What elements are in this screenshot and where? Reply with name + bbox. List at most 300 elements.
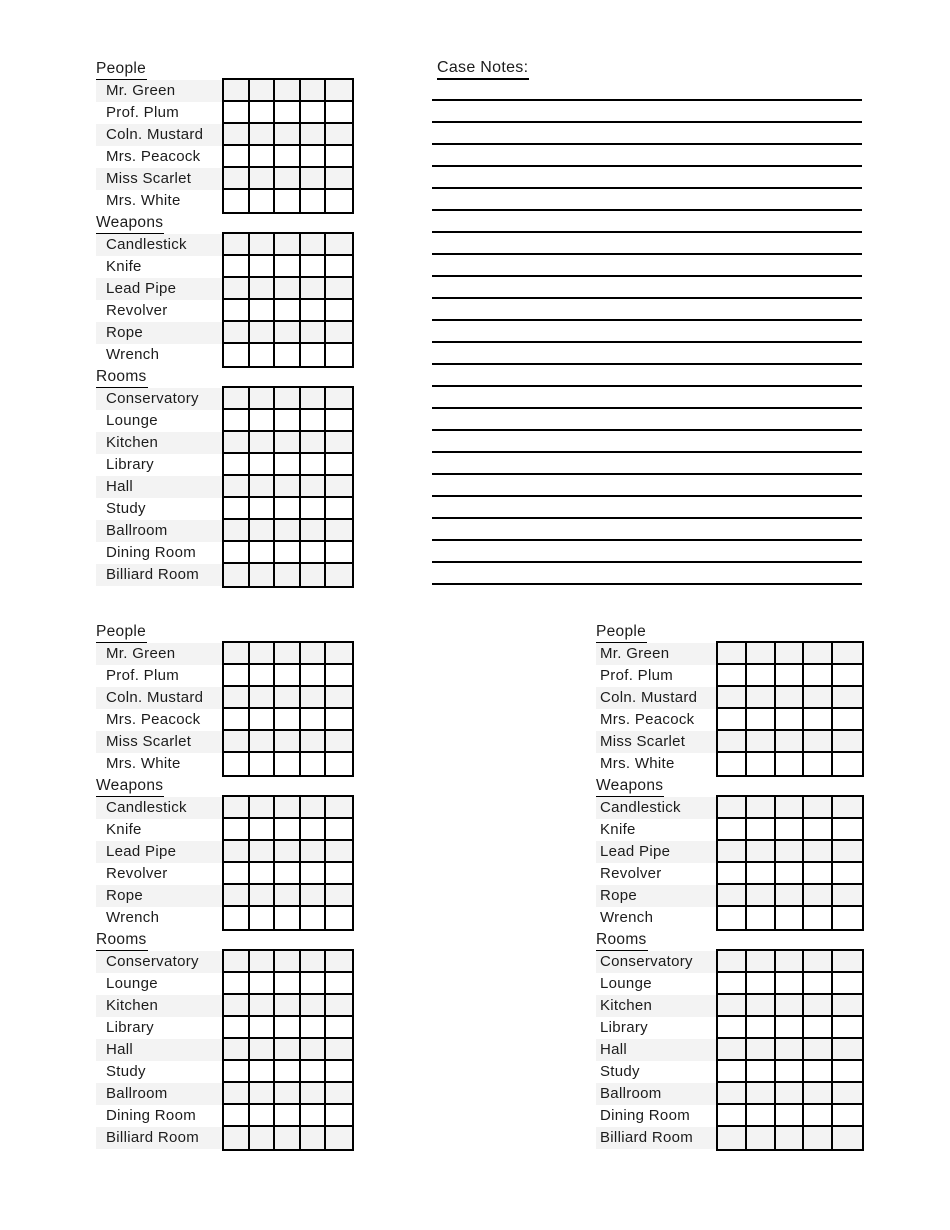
checkbox-cell[interactable] [224,731,250,753]
checkbox-cell[interactable] [326,1039,352,1061]
checkbox-cell[interactable] [250,797,276,819]
checkbox-cell[interactable] [776,1039,805,1061]
checkbox-cell[interactable] [804,973,833,995]
checkbox-cell[interactable] [326,687,352,709]
checkbox-cell[interactable] [250,520,276,542]
checkbox-cell[interactable] [833,687,862,709]
checkbox-cell[interactable] [250,344,276,366]
checkbox-cell[interactable] [804,841,833,863]
checkbox-cell[interactable] [250,863,276,885]
checkbox-cell[interactable] [275,168,301,190]
checkbox-cell[interactable] [747,951,776,973]
checkbox-cell[interactable] [301,863,327,885]
checkbox-cell[interactable] [224,520,250,542]
checkbox-cell[interactable] [250,885,276,907]
checkbox-cell[interactable] [250,256,276,278]
checkbox-cell[interactable] [275,665,301,687]
checkbox-cell[interactable] [718,1061,747,1083]
checkbox-cell[interactable] [301,278,327,300]
checkbox-cell[interactable] [275,841,301,863]
checkbox-cell[interactable] [326,643,352,665]
checkbox-cell[interactable] [224,278,250,300]
checkbox-cell[interactable] [275,388,301,410]
checkbox-cell[interactable] [275,300,301,322]
checkbox-cell[interactable] [718,841,747,863]
checkbox-cell[interactable] [250,1083,276,1105]
checkbox-cell[interactable] [275,797,301,819]
checkbox-cell[interactable] [275,322,301,344]
checkbox-cell[interactable] [250,454,276,476]
checkbox-cell[interactable] [250,476,276,498]
checkbox-cell[interactable] [275,1061,301,1083]
checkbox-cell[interactable] [804,1127,833,1149]
checkbox-cell[interactable] [804,819,833,841]
checkbox-cell[interactable] [301,797,327,819]
checkbox-cell[interactable] [250,102,276,124]
checkbox-cell[interactable] [747,1017,776,1039]
checkbox-cell[interactable] [747,1127,776,1149]
checkbox-cell[interactable] [718,665,747,687]
checkbox-cell[interactable] [224,124,250,146]
checkbox-cell[interactable] [326,234,352,256]
checkbox-cell[interactable] [776,643,805,665]
checkbox-cell[interactable] [326,278,352,300]
checkbox-cell[interactable] [747,709,776,731]
checkbox-cell[interactable] [275,564,301,586]
checkbox-cell[interactable] [747,665,776,687]
checkbox-cell[interactable] [301,256,327,278]
checkbox-cell[interactable] [718,1083,747,1105]
checkbox-cell[interactable] [326,1083,352,1105]
checkbox-cell[interactable] [326,80,352,102]
checkbox-cell[interactable] [224,797,250,819]
checkbox-cell[interactable] [833,819,862,841]
checkbox-cell[interactable] [747,643,776,665]
checkbox-cell[interactable] [224,951,250,973]
checkbox-cell[interactable] [804,797,833,819]
checkbox-cell[interactable] [326,542,352,564]
checkbox-cell[interactable] [833,797,862,819]
checkbox-cell[interactable] [275,753,301,775]
checkbox-cell[interactable] [326,256,352,278]
checkbox-cell[interactable] [718,687,747,709]
checkbox-cell[interactable] [804,1017,833,1039]
checkbox-cell[interactable] [301,995,327,1017]
checkbox-cell[interactable] [833,731,862,753]
checkbox-cell[interactable] [224,907,250,929]
checkbox-cell[interactable] [250,322,276,344]
checkbox-cell[interactable] [301,344,327,366]
checkbox-cell[interactable] [275,907,301,929]
checkbox-cell[interactable] [301,190,327,212]
checkbox-cell[interactable] [250,234,276,256]
checkbox-cell[interactable] [326,1105,352,1127]
checkbox-cell[interactable] [301,410,327,432]
checkbox-cell[interactable] [326,731,352,753]
checkbox-cell[interactable] [275,1127,301,1149]
checkbox-cell[interactable] [718,1105,747,1127]
checkbox-cell[interactable] [301,753,327,775]
checkbox-cell[interactable] [776,797,805,819]
checkbox-cell[interactable] [776,731,805,753]
checkbox-cell[interactable] [301,454,327,476]
checkbox-cell[interactable] [301,146,327,168]
checkbox-cell[interactable] [224,498,250,520]
checkbox-cell[interactable] [275,731,301,753]
checkbox-cell[interactable] [275,432,301,454]
checkbox-cell[interactable] [804,687,833,709]
checkbox-cell[interactable] [776,819,805,841]
checkbox-cell[interactable] [718,797,747,819]
checkbox-cell[interactable] [301,1083,327,1105]
checkbox-cell[interactable] [250,124,276,146]
checkbox-cell[interactable] [776,907,805,929]
checkbox-cell[interactable] [250,731,276,753]
checkbox-cell[interactable] [224,885,250,907]
checkbox-cell[interactable] [776,973,805,995]
checkbox-cell[interactable] [301,1039,327,1061]
checkbox-cell[interactable] [301,841,327,863]
checkbox-cell[interactable] [250,300,276,322]
checkbox-cell[interactable] [250,687,276,709]
checkbox-cell[interactable] [301,819,327,841]
checkbox-cell[interactable] [275,124,301,146]
checkbox-cell[interactable] [224,564,250,586]
checkbox-cell[interactable] [275,819,301,841]
checkbox-cell[interactable] [326,709,352,731]
checkbox-cell[interactable] [326,1127,352,1149]
checkbox-cell[interactable] [275,190,301,212]
checkbox-cell[interactable] [275,80,301,102]
checkbox-cell[interactable] [301,1105,327,1127]
checkbox-cell[interactable] [301,388,327,410]
checkbox-cell[interactable] [804,1039,833,1061]
checkbox-cell[interactable] [747,907,776,929]
checkbox-cell[interactable] [776,951,805,973]
checkbox-cell[interactable] [718,1127,747,1149]
checkbox-cell[interactable] [275,234,301,256]
checkbox-cell[interactable] [275,995,301,1017]
checkbox-cell[interactable] [804,753,833,775]
checkbox-cell[interactable] [833,995,862,1017]
checkbox-cell[interactable] [747,731,776,753]
checkbox-cell[interactable] [301,124,327,146]
checkbox-cell[interactable] [250,1017,276,1039]
checkbox-cell[interactable] [326,885,352,907]
checkbox-cell[interactable] [301,1061,327,1083]
checkbox-cell[interactable] [301,564,327,586]
checkbox-cell[interactable] [301,432,327,454]
checkbox-cell[interactable] [747,1105,776,1127]
checkbox-cell[interactable] [224,454,250,476]
checkbox-cell[interactable] [275,520,301,542]
checkbox-cell[interactable] [224,1039,250,1061]
checkbox-cell[interactable] [776,709,805,731]
checkbox-cell[interactable] [301,665,327,687]
checkbox-cell[interactable] [250,753,276,775]
checkbox-cell[interactable] [275,709,301,731]
checkbox-cell[interactable] [224,1017,250,1039]
checkbox-cell[interactable] [326,1017,352,1039]
checkbox-cell[interactable] [301,498,327,520]
checkbox-cell[interactable] [224,234,250,256]
checkbox-cell[interactable] [326,388,352,410]
checkbox-cell[interactable] [250,410,276,432]
checkbox-cell[interactable] [326,1061,352,1083]
checkbox-cell[interactable] [718,885,747,907]
checkbox-cell[interactable] [326,190,352,212]
checkbox-cell[interactable] [250,973,276,995]
checkbox-cell[interactable] [275,1017,301,1039]
checkbox-cell[interactable] [275,885,301,907]
checkbox-cell[interactable] [250,1039,276,1061]
checkbox-cell[interactable] [301,885,327,907]
checkbox-cell[interactable] [747,687,776,709]
checkbox-cell[interactable] [301,80,327,102]
checkbox-cell[interactable] [776,687,805,709]
checkbox-cell[interactable] [804,951,833,973]
checkbox-cell[interactable] [224,709,250,731]
checkbox-cell[interactable] [301,907,327,929]
checkbox-cell[interactable] [326,102,352,124]
checkbox-cell[interactable] [224,995,250,1017]
checkbox-cell[interactable] [224,863,250,885]
checkbox-cell[interactable] [224,1083,250,1105]
checkbox-cell[interactable] [326,753,352,775]
checkbox-cell[interactable] [833,1127,862,1149]
checkbox-cell[interactable] [833,1039,862,1061]
checkbox-cell[interactable] [326,819,352,841]
checkbox-cell[interactable] [326,124,352,146]
checkbox-cell[interactable] [326,797,352,819]
checkbox-cell[interactable] [301,102,327,124]
checkbox-cell[interactable] [718,819,747,841]
checkbox-cell[interactable] [747,841,776,863]
checkbox-cell[interactable] [718,709,747,731]
checkbox-cell[interactable] [833,709,862,731]
checkbox-cell[interactable] [224,322,250,344]
checkbox-cell[interactable] [250,907,276,929]
checkbox-cell[interactable] [747,863,776,885]
checkbox-cell[interactable] [224,1127,250,1149]
checkbox-cell[interactable] [224,256,250,278]
checkbox-cell[interactable] [301,476,327,498]
checkbox-cell[interactable] [224,102,250,124]
checkbox-cell[interactable] [224,190,250,212]
checkbox-cell[interactable] [804,885,833,907]
checkbox-cell[interactable] [250,564,276,586]
checkbox-cell[interactable] [250,819,276,841]
checkbox-cell[interactable] [224,344,250,366]
checkbox-cell[interactable] [833,907,862,929]
checkbox-cell[interactable] [776,1127,805,1149]
checkbox-cell[interactable] [326,841,352,863]
checkbox-cell[interactable] [301,643,327,665]
checkbox-cell[interactable] [833,753,862,775]
checkbox-cell[interactable] [326,907,352,929]
checkbox-cell[interactable] [326,520,352,542]
checkbox-cell[interactable] [718,907,747,929]
checkbox-cell[interactable] [747,1039,776,1061]
checkbox-cell[interactable] [275,1039,301,1061]
checkbox-cell[interactable] [250,643,276,665]
checkbox-cell[interactable] [275,476,301,498]
checkbox-cell[interactable] [833,973,862,995]
checkbox-cell[interactable] [326,665,352,687]
checkbox-cell[interactable] [747,995,776,1017]
checkbox-cell[interactable] [250,168,276,190]
checkbox-cell[interactable] [224,300,250,322]
checkbox-cell[interactable] [224,146,250,168]
checkbox-cell[interactable] [804,1083,833,1105]
checkbox-cell[interactable] [275,542,301,564]
checkbox-cell[interactable] [250,1105,276,1127]
checkbox-cell[interactable] [301,687,327,709]
checkbox-cell[interactable] [776,1017,805,1039]
checkbox-cell[interactable] [250,995,276,1017]
checkbox-cell[interactable] [250,146,276,168]
checkbox-cell[interactable] [224,1105,250,1127]
checkbox-cell[interactable] [275,973,301,995]
checkbox-cell[interactable] [250,841,276,863]
checkbox-cell[interactable] [224,168,250,190]
checkbox-cell[interactable] [326,476,352,498]
checkbox-cell[interactable] [747,1061,776,1083]
checkbox-cell[interactable] [718,863,747,885]
checkbox-cell[interactable] [718,731,747,753]
checkbox-cell[interactable] [718,995,747,1017]
checkbox-cell[interactable] [301,709,327,731]
checkbox-cell[interactable] [275,863,301,885]
checkbox-cell[interactable] [833,1105,862,1127]
checkbox-cell[interactable] [250,709,276,731]
checkbox-cell[interactable] [326,322,352,344]
checkbox-cell[interactable] [718,951,747,973]
checkbox-cell[interactable] [301,322,327,344]
checkbox-cell[interactable] [301,1127,327,1149]
checkbox-cell[interactable] [326,995,352,1017]
checkbox-cell[interactable] [250,388,276,410]
checkbox-cell[interactable] [833,1083,862,1105]
checkbox-cell[interactable] [250,498,276,520]
checkbox-cell[interactable] [301,1017,327,1039]
checkbox-cell[interactable] [326,432,352,454]
checkbox-cell[interactable] [250,80,276,102]
checkbox-cell[interactable] [224,665,250,687]
checkbox-cell[interactable] [275,687,301,709]
checkbox-cell[interactable] [326,410,352,432]
checkbox-cell[interactable] [747,797,776,819]
checkbox-cell[interactable] [250,1061,276,1083]
checkbox-cell[interactable] [275,278,301,300]
checkbox-cell[interactable] [275,498,301,520]
checkbox-cell[interactable] [250,1127,276,1149]
checkbox-cell[interactable] [275,344,301,366]
checkbox-cell[interactable] [776,1061,805,1083]
checkbox-cell[interactable] [275,454,301,476]
checkbox-cell[interactable] [275,256,301,278]
checkbox-cell[interactable] [718,753,747,775]
checkbox-cell[interactable] [804,1105,833,1127]
checkbox-cell[interactable] [224,1061,250,1083]
checkbox-cell[interactable] [326,300,352,322]
checkbox-cell[interactable] [326,973,352,995]
checkbox-cell[interactable] [250,190,276,212]
checkbox-cell[interactable] [326,498,352,520]
checkbox-cell[interactable] [776,841,805,863]
checkbox-cell[interactable] [275,146,301,168]
checkbox-cell[interactable] [804,709,833,731]
checkbox-cell[interactable] [718,973,747,995]
checkbox-cell[interactable] [776,753,805,775]
checkbox-cell[interactable] [747,973,776,995]
checkbox-cell[interactable] [833,863,862,885]
checkbox-cell[interactable] [224,432,250,454]
checkbox-cell[interactable] [301,731,327,753]
checkbox-cell[interactable] [747,819,776,841]
checkbox-cell[interactable] [224,819,250,841]
checkbox-cell[interactable] [326,168,352,190]
checkbox-cell[interactable] [224,388,250,410]
checkbox-cell[interactable] [747,1083,776,1105]
checkbox-cell[interactable] [718,643,747,665]
checkbox-cell[interactable] [718,1039,747,1061]
checkbox-cell[interactable] [224,973,250,995]
checkbox-cell[interactable] [804,863,833,885]
checkbox-cell[interactable] [804,665,833,687]
checkbox-cell[interactable] [747,885,776,907]
checkbox-cell[interactable] [776,665,805,687]
checkbox-cell[interactable] [326,863,352,885]
checkbox-cell[interactable] [224,542,250,564]
checkbox-cell[interactable] [326,146,352,168]
checkbox-cell[interactable] [224,753,250,775]
checkbox-cell[interactable] [776,885,805,907]
checkbox-cell[interactable] [224,687,250,709]
checkbox-cell[interactable] [833,1017,862,1039]
checkbox-cell[interactable] [275,410,301,432]
checkbox-cell[interactable] [776,1083,805,1105]
checkbox-cell[interactable] [224,841,250,863]
checkbox-cell[interactable] [275,1105,301,1127]
checkbox-cell[interactable] [224,643,250,665]
checkbox-cell[interactable] [275,951,301,973]
checkbox-cell[interactable] [804,995,833,1017]
checkbox-cell[interactable] [301,951,327,973]
checkbox-cell[interactable] [747,753,776,775]
checkbox-cell[interactable] [301,300,327,322]
checkbox-cell[interactable] [804,731,833,753]
checkbox-cell[interactable] [250,432,276,454]
checkbox-cell[interactable] [833,1061,862,1083]
checkbox-cell[interactable] [776,995,805,1017]
checkbox-cell[interactable] [275,102,301,124]
checkbox-cell[interactable] [301,542,327,564]
checkbox-cell[interactable] [718,1017,747,1039]
checkbox-cell[interactable] [833,885,862,907]
checkbox-cell[interactable] [275,1083,301,1105]
checkbox-cell[interactable] [301,234,327,256]
checkbox-cell[interactable] [301,973,327,995]
checkbox-cell[interactable] [326,951,352,973]
checkbox-cell[interactable] [250,665,276,687]
checkbox-cell[interactable] [776,863,805,885]
checkbox-cell[interactable] [301,520,327,542]
checkbox-cell[interactable] [804,907,833,929]
checkbox-cell[interactable] [776,1105,805,1127]
checkbox-cell[interactable] [833,951,862,973]
checkbox-cell[interactable] [833,665,862,687]
